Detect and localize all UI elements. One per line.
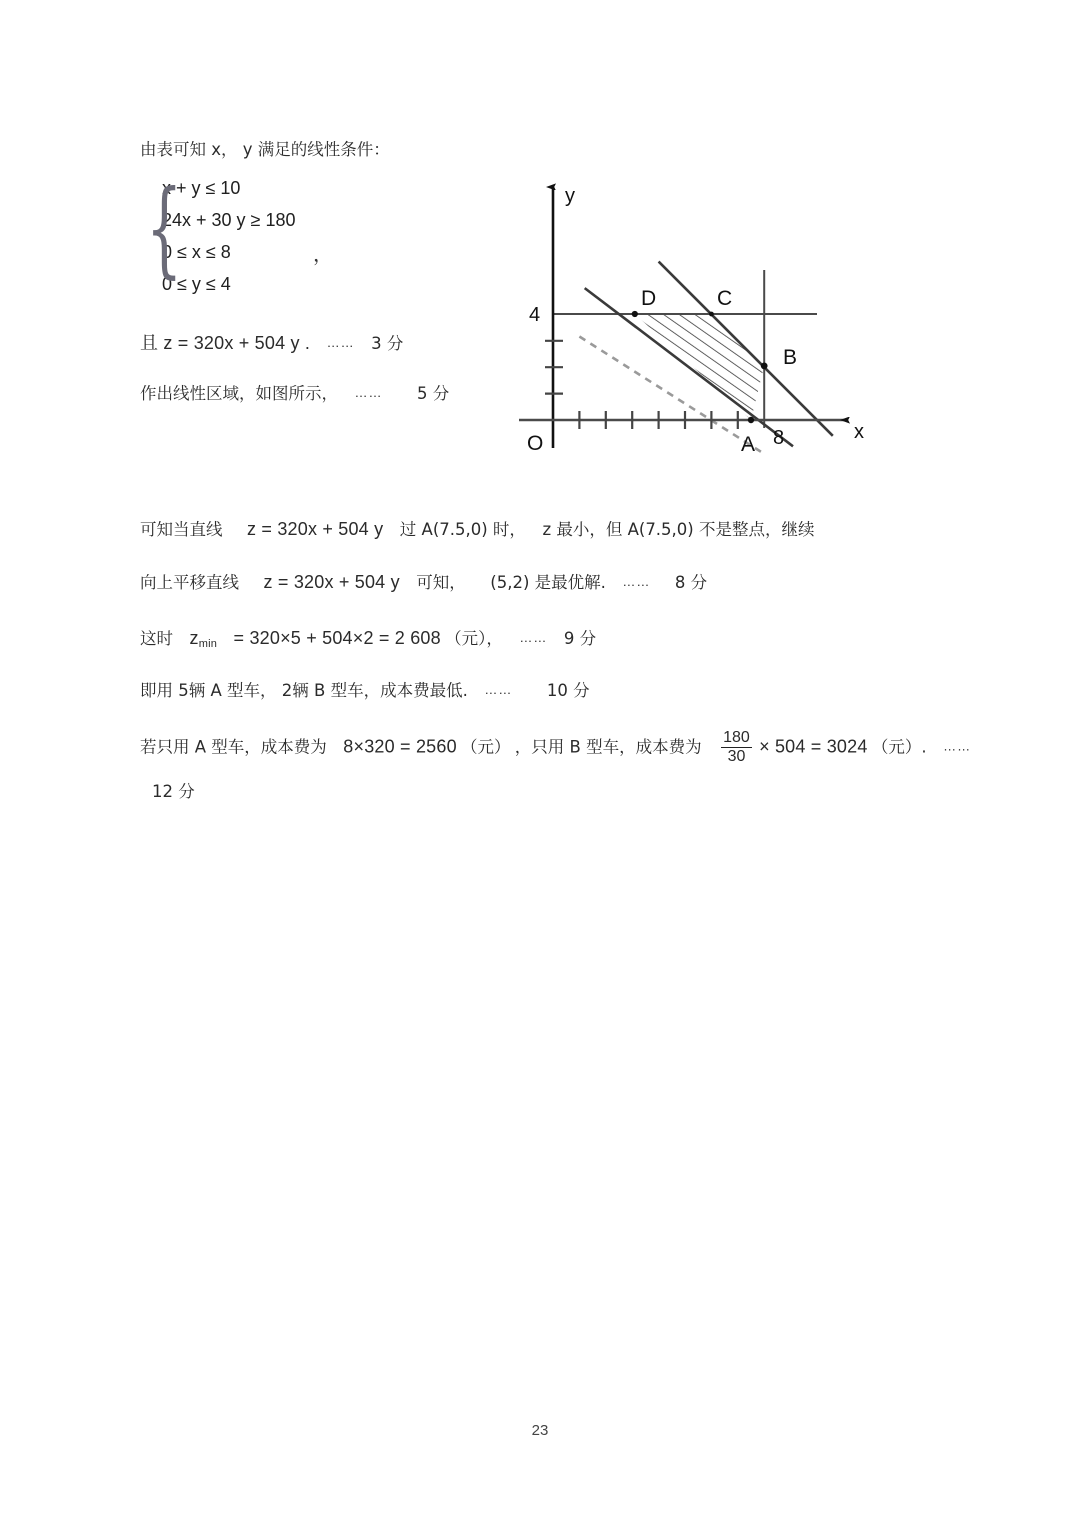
x-tick-label-8: 8 bbox=[773, 427, 785, 449]
region-line bbox=[140, 384, 449, 404]
system-row-4: 0 ≤ y ≤ 4 bbox=[162, 274, 231, 294]
conclusion-l3-expr: = 320×5 + 504×2 = 2 608 bbox=[233, 628, 441, 648]
conclusion-line-2 bbox=[140, 572, 707, 594]
x-axis-label: x bbox=[854, 421, 864, 443]
page-number: 23 bbox=[531, 1422, 549, 1439]
point-label-C: C bbox=[717, 287, 733, 310]
conclusion-l3-dots: …… bbox=[519, 630, 548, 645]
vertex-dot-A bbox=[748, 417, 754, 423]
point-label-D: D bbox=[641, 287, 657, 310]
point-label-B: B bbox=[783, 346, 798, 369]
system-brace: { bbox=[146, 167, 183, 289]
y-axis-label: y bbox=[565, 185, 575, 207]
conclusion-l3-a: 这时 bbox=[140, 629, 173, 648]
feasible-region-fill bbox=[635, 314, 764, 420]
conclusion-l2-a: 向上平移直线 bbox=[140, 573, 239, 592]
conclusion-l2-expr: z = 320x + 504 y bbox=[263, 572, 400, 592]
conclusion-l5-unit1: （元） bbox=[461, 737, 511, 757]
conclusion-l5-a: 若只用 A 型车，成本费为 bbox=[140, 737, 327, 757]
system-row-1: x + y ≤ 10 bbox=[162, 178, 241, 198]
conclusion-l2-dots: …… bbox=[622, 574, 651, 589]
region-text: 作出线性区域，如图所示， bbox=[140, 384, 338, 403]
conclusion-l3-score: 9 分 bbox=[563, 629, 597, 648]
region-score: 5 分 bbox=[417, 384, 450, 403]
conclusion-line-4 bbox=[140, 681, 590, 701]
intro-line: 由表可知 x， y 满足的线性条件： bbox=[140, 140, 390, 159]
zmin-subscript: min bbox=[198, 638, 218, 650]
conclusion-l1-c: z 最小，但 A(7.5,0) 不是整点，继续 bbox=[542, 520, 815, 539]
vertex-dot-C bbox=[709, 312, 714, 317]
y-tick-label-4: 4 bbox=[529, 304, 541, 326]
feasible-region-chart bbox=[505, 160, 875, 460]
zmin-symbol: z bbox=[189, 628, 199, 648]
system-trailing-comma: ， bbox=[313, 244, 333, 266]
conclusion-l4-dots: …… bbox=[484, 682, 513, 697]
fraction-denominator: 30 bbox=[721, 747, 752, 766]
conclusion-line-6-score: 12 分 bbox=[152, 782, 195, 801]
conclusion-l5-expr1: 8×320 = 2560 bbox=[343, 736, 457, 757]
conclusion-l5-mid: ，只用 B 型车，成本费为 bbox=[514, 737, 702, 757]
system-row-2: 24x + 30 y ≥ 180 bbox=[162, 210, 296, 230]
conclusion-l1-expr: z = 320x + 504 y bbox=[247, 519, 384, 539]
objective-expression: 且 z = 320x + 504 y . bbox=[140, 333, 311, 353]
conclusion-l3-unit: （元）， bbox=[445, 629, 503, 648]
point-label-A: A bbox=[741, 433, 756, 456]
fraction-numerator: 180 bbox=[723, 729, 750, 746]
conclusion-l1-b: 过 A(7.5,0) 时， bbox=[399, 520, 526, 539]
conclusion-line-3 bbox=[140, 628, 596, 651]
conclusion-l2-b: 可知， bbox=[416, 573, 466, 592]
conclusion-l2-score: 8 分 bbox=[674, 573, 708, 592]
conclusion-l4-score: 10 分 bbox=[546, 681, 590, 700]
objective-score: 3 分 bbox=[371, 334, 404, 353]
objective-dots: …… bbox=[326, 335, 355, 350]
region-dots: …… bbox=[354, 385, 383, 400]
conclusion-line-1 bbox=[140, 519, 814, 541]
vertex-dot-D bbox=[632, 311, 638, 317]
inequality-system bbox=[146, 167, 333, 306]
system-row-3: 0 ≤ x ≤ 8 bbox=[162, 242, 231, 262]
vertex-dot-B bbox=[761, 363, 768, 370]
fraction-180-over-30 bbox=[721, 729, 752, 766]
conclusion-l5-unit2: （元）. bbox=[871, 737, 927, 757]
objective-line bbox=[140, 333, 403, 355]
conclusion-l2-c: (5,2) 是最优解. bbox=[490, 573, 606, 592]
conclusion-l5-dots: …… bbox=[943, 738, 972, 754]
conclusion-l1-a: 可知当直线 bbox=[140, 520, 223, 539]
conclusion-l4-a: 即用 5辆 A 型车， 2辆 B 型车，成本费最低. bbox=[140, 681, 468, 700]
origin-label: O bbox=[527, 432, 544, 455]
conclusion-l5-expr2: × 504 = 3024 bbox=[759, 736, 868, 757]
chart-svg bbox=[505, 160, 875, 460]
conclusion-line-5 bbox=[140, 730, 971, 767]
